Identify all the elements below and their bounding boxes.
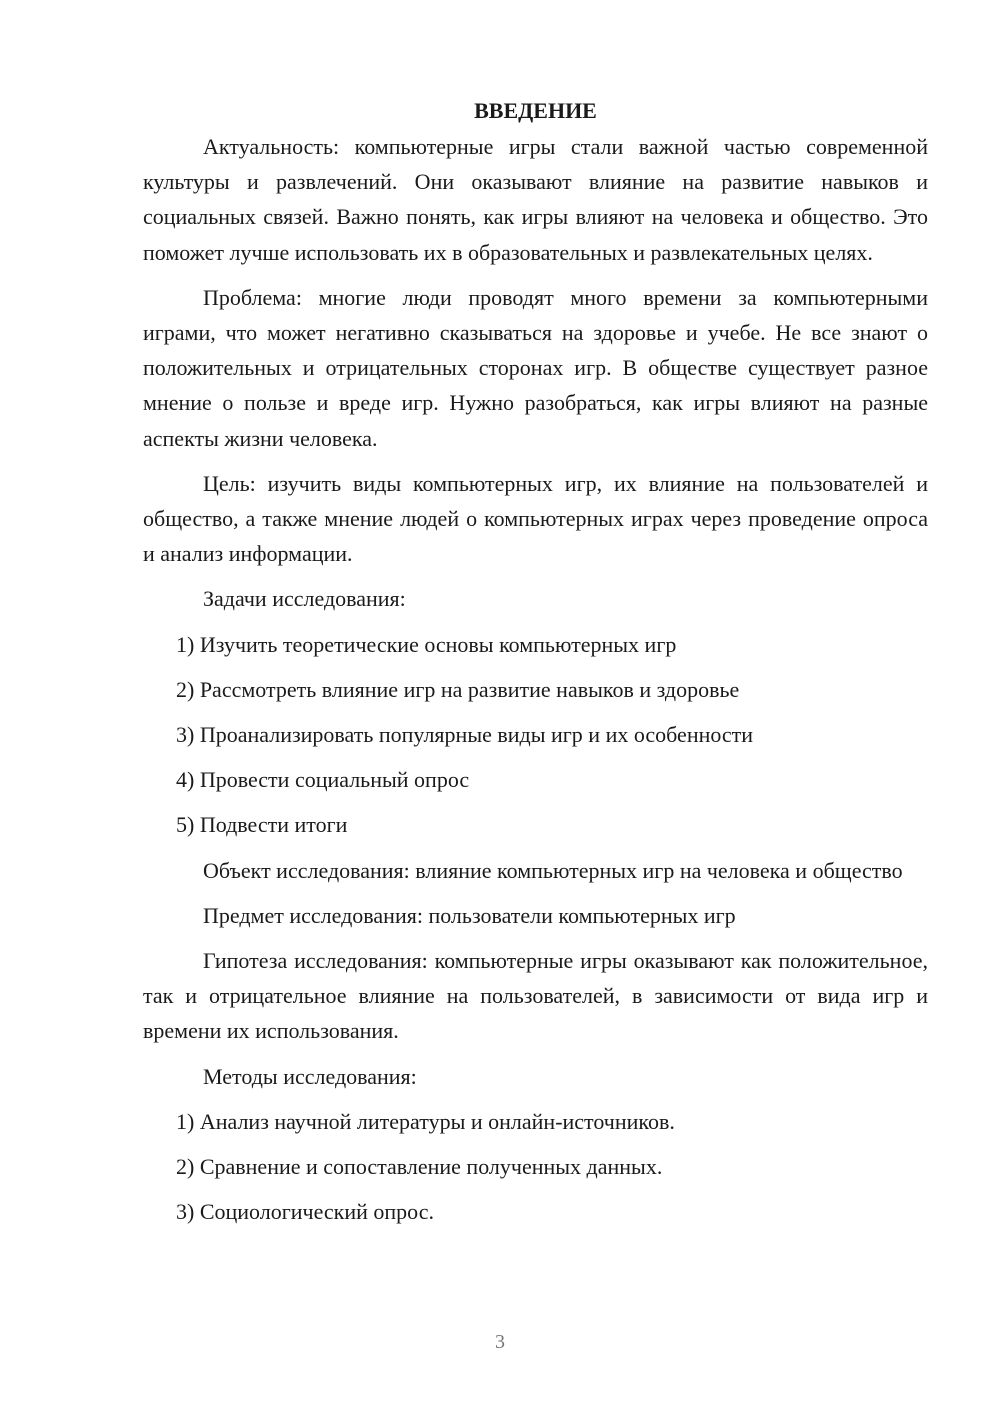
list-item: 4) Провести социальный опрос bbox=[176, 767, 470, 793]
tasks-list bbox=[143, 627, 928, 843]
relevance-paragraph: Актуальность: компьютерные игры стали важной частью современной культуры и развлечений. Они оказывают влияние на развитие навыков и социальных связей. Важно понять, как игры влияют на человека и общество. Это поможет лучше использовать их в образовательных и развлекательных целях. bbox=[143, 134, 928, 265]
page-number: 3 bbox=[495, 1331, 505, 1353]
methods-heading: Методы исследования: bbox=[203, 1063, 417, 1089]
subject-paragraph: Предмет исследования: пользователи компьютерных игр bbox=[203, 902, 736, 928]
list-item: 3) Социологический опрос. bbox=[176, 1199, 434, 1225]
list-item: 2) Рассмотреть влияние игр на развитие навыков и здоровье bbox=[176, 676, 740, 702]
document-page bbox=[143, 93, 928, 1239]
list-item: 1) Изучить теоретические основы компьютерных игр bbox=[176, 631, 677, 657]
section-title: ВВЕДЕНИЕ bbox=[474, 98, 597, 123]
list-item: 1) Анализ научной литературы и онлайн-источников. bbox=[176, 1108, 675, 1134]
list-item: 3) Проанализировать популярные виды игр и их особенности bbox=[176, 722, 754, 748]
object-paragraph: Объект исследования: влияние компьютерных игр на человека и общество bbox=[203, 857, 903, 883]
hypothesis-paragraph: Гипотеза исследования: компьютерные игры оказывают как положительное, так и отрицательное влияние на пользователей, в зависимости от вида игр и времени их использования. bbox=[143, 948, 928, 1044]
methods-list bbox=[143, 1104, 928, 1230]
problem-paragraph: Проблема: многие люди проводят много времени за компьютерными играми, что может негативно сказываться на здоровье и учебе. Не все знают о положительных и отрицательных сторонах игр. В обществе существует разное мнение о пользе и вреде игр. Нужно разобраться, как игры влияют на разные аспекты жизни человека. bbox=[143, 284, 928, 451]
list-item: 2) Сравнение и сопоставление полученных данных. bbox=[176, 1154, 663, 1180]
tasks-heading: Задачи исследования: bbox=[203, 586, 406, 612]
goal-paragraph: Цель: изучить виды компьютерных игр, их влияние на пользователей и общество, а также мнение людей о компьютерных играх через проведение опроса и анализ информации. bbox=[143, 470, 928, 567]
list-item: 5) Подвести итоги bbox=[176, 812, 348, 838]
